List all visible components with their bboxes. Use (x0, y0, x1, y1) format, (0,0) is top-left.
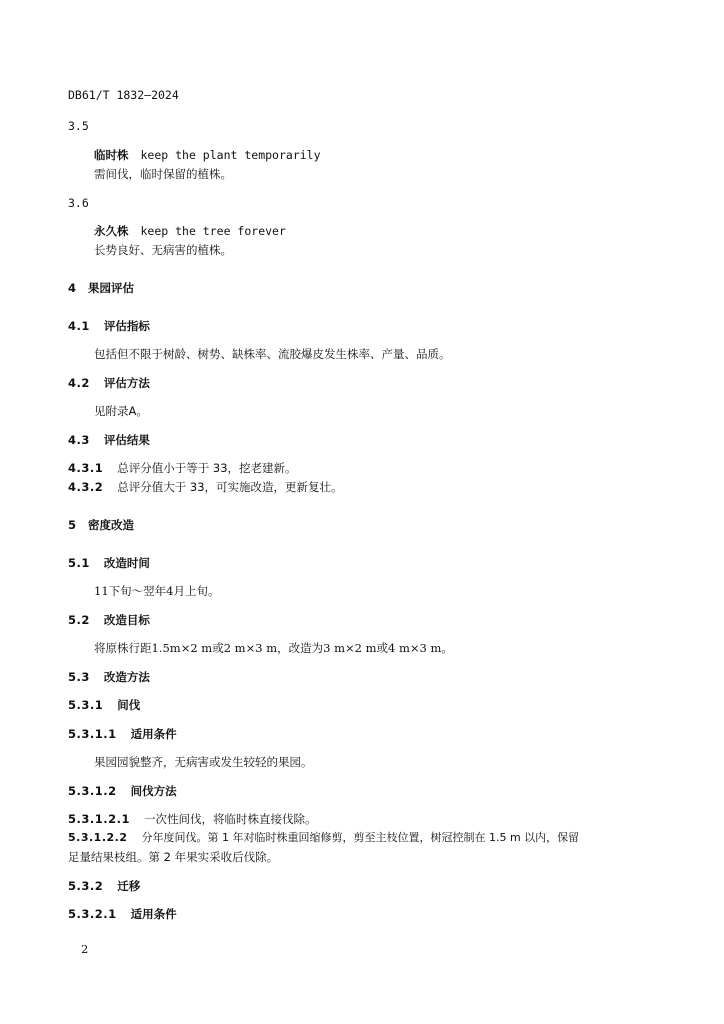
item-number: 4.3.2 (68, 480, 104, 494)
paragraph: 果园园貌整齐，无病害或发生较轻的果园。 (94, 755, 313, 769)
term-definition: 需间伐，临时保留的植株。 (94, 167, 232, 181)
heading-5-3-1-2 (68, 783, 177, 799)
doc-code-header: DB61/T 1832—2024 (68, 88, 179, 102)
heading-title: 适用条件 (130, 907, 177, 921)
heading-5-3-1 (68, 697, 140, 713)
heading-5-2 (68, 612, 150, 628)
heading-title: 改造目标 (103, 613, 150, 627)
term-entry (94, 147, 321, 163)
item-text: 分年度间伐。第 1 年对临时株重回缩修剪，剪至主枝位置，树冠控制在 1.5 m 以内，保留 (141, 831, 580, 844)
heading-5-3-2 (68, 878, 140, 894)
item-text: 总评分值大于 33，可实施改造，更新复壮。 (117, 480, 343, 494)
heading-number: 5.3.1.1 (68, 727, 117, 741)
paragraph: 11下旬～翌年4月上旬。 (94, 584, 220, 598)
heading-5-1 (68, 555, 150, 571)
heading-title: 改造方法 (103, 670, 150, 684)
heading-number: 5 (68, 518, 77, 532)
heading-number: 5.3.1.2 (68, 784, 117, 798)
term-title: 永久株 (94, 224, 129, 238)
heading-number: 5.3.1 (68, 698, 104, 712)
heading-title: 适用条件 (130, 727, 177, 741)
heading-number: 5.3.2 (68, 879, 104, 893)
list-item (68, 811, 316, 827)
heading-5 (68, 517, 134, 533)
heading-4-3 (68, 432, 150, 448)
heading-4-1 (68, 318, 150, 334)
heading-title: 迁移 (117, 879, 141, 893)
heading-title: 评估指标 (103, 319, 150, 333)
heading-5-3-1-1 (68, 726, 177, 742)
list-item (68, 830, 579, 846)
heading-number: 5.2 (68, 613, 90, 627)
section-number: 3.5 (68, 119, 89, 133)
paragraph: 见附录A。 (94, 404, 148, 418)
heading-title: 果园评估 (88, 281, 135, 295)
item-number: 5.3.1.2.2 (68, 831, 128, 844)
term-definition: 长势良好、无病害的植株。 (94, 243, 232, 257)
heading-title: 改造时间 (103, 556, 150, 570)
term-english: keep the tree forever (140, 224, 286, 238)
heading-title: 间伐方法 (130, 784, 177, 798)
page-number: 2 (81, 942, 89, 956)
heading-number: 5.1 (68, 556, 90, 570)
heading-title: 密度改造 (88, 518, 135, 532)
heading-number: 4 (68, 281, 77, 295)
paragraph: 将原株行距1.5m×2 m或2 m×3 m，改造为3 m×2 m或4 m×3 m。 (94, 641, 453, 655)
item-text: 一次性间伐，将临时株直接伐除。 (143, 812, 317, 826)
paragraph: 包括但不限于树龄、树势、缺株率、流胶爆皮发生株率、产量、品质。 (94, 347, 451, 361)
term-entry (94, 223, 286, 239)
heading-5-3 (68, 669, 150, 685)
item-text: 总评分值小于等于 33，挖老建新。 (117, 461, 297, 475)
term-title: 临时株 (94, 148, 129, 162)
list-item (68, 460, 297, 476)
heading-4-2 (68, 375, 150, 391)
heading-number: 5.3.2.1 (68, 907, 117, 921)
heading-title: 评估结果 (103, 433, 150, 447)
heading-number: 4.3 (68, 433, 90, 447)
heading-title: 评估方法 (103, 376, 150, 390)
heading-title: 间伐 (117, 698, 141, 712)
term-english: keep the plant temporarily (140, 148, 321, 162)
heading-number: 5.3 (68, 670, 90, 684)
item-number: 5.3.1.2.1 (68, 812, 130, 826)
section-number: 3.6 (68, 196, 89, 210)
heading-5-3-2-1 (68, 906, 177, 922)
item-number: 4.3.1 (68, 461, 104, 475)
list-item (68, 479, 343, 495)
item-text-continuation: 足量结果枝组。第 2 年果实采收后伐除。 (68, 850, 279, 864)
heading-number: 4.1 (68, 319, 90, 333)
heading-4 (68, 280, 134, 296)
heading-number: 4.2 (68, 376, 90, 390)
